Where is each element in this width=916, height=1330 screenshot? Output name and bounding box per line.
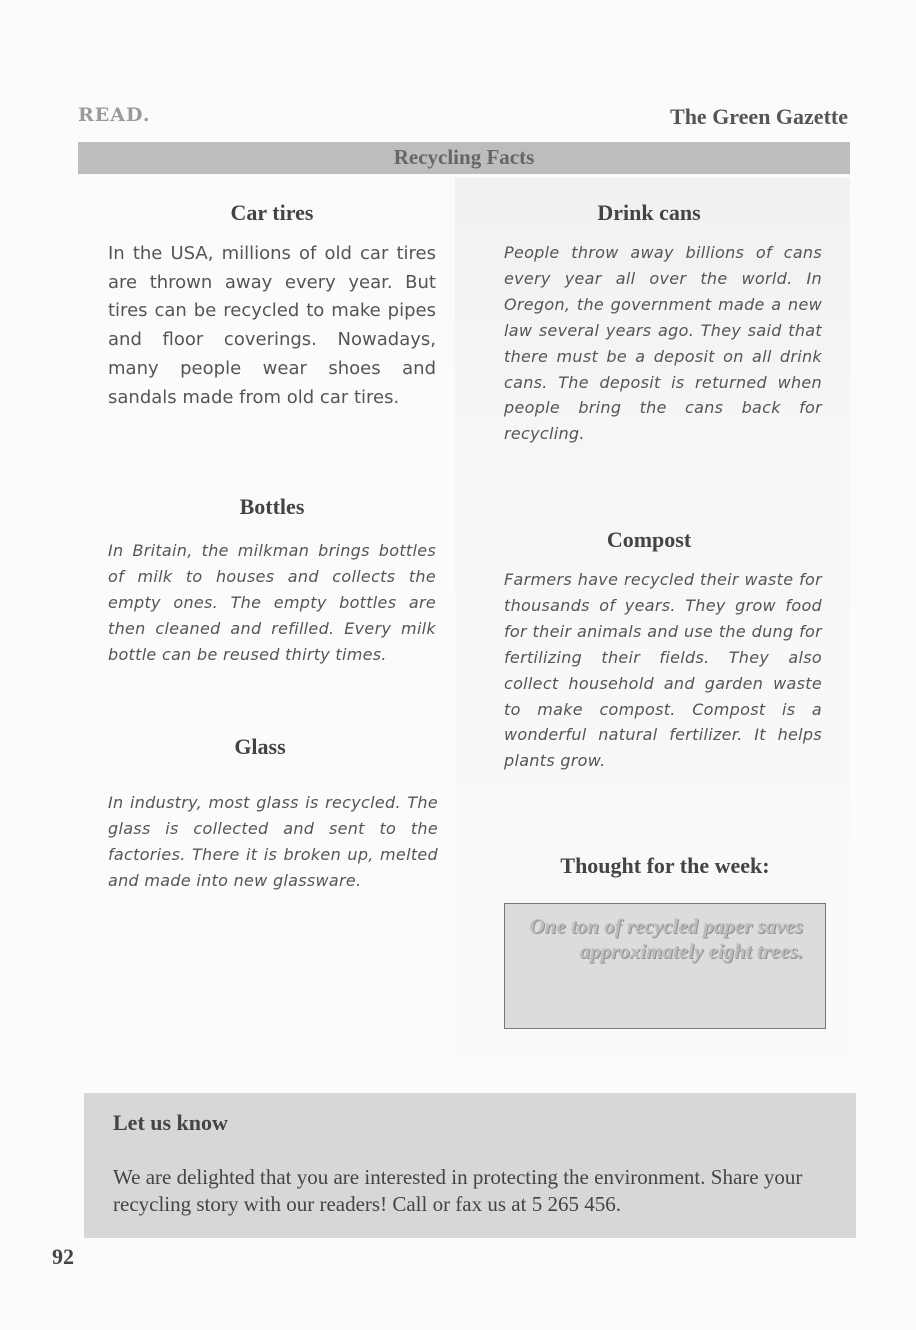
newspaper-title: The Green Gazette [670,104,848,129]
let-us-know-box [84,1093,856,1238]
glass-heading: Glass [234,734,286,759]
car-tires-heading: Car tires [230,200,314,225]
thought-quote-box [504,903,826,1029]
compost-heading: Compost [606,527,692,552]
drink-cans-text: People throw away billions of cans every year all over the world. In Oregon, the government made a new law several years ago. They said that there must be a deposit on all drink cans. The deposit is returned when people bring the cans back for recycling. [504,243,822,444]
banner-title: Recycling Facts [393,145,535,169]
section-label: READ. [78,104,151,126]
compost-text: Farmers have recycled their waste for thousands of years. They grow food for their animals and use the dung for fertilizing their fields. They also collect household and garden waste to make compost. Compost is a wonderful natural fertilizer. It helps plants grow. [504,570,822,771]
page-number: 92 [52,1244,74,1269]
banner [78,142,850,174]
bottles-text: In Britain, the milkman brings bottles of milk to houses and collects the empty ones. The empty bottles are then cleaned and refilled. Every milk bottle can be reused thirty times. [108,541,436,664]
bottles-heading: Bottles [239,494,305,519]
drink-cans-heading: Drink cans [597,200,701,225]
glass-text: In industry, most glass is recycled. The glass is collected and sent to the factories. There it is broken up, melted and made into new glassware. [108,793,438,890]
thought-quote: One ton of recycled paper saves approximately eight trees. [529,914,803,963]
car-tires-text: In the USA, millions of old car tires are thrown away every year. But tires can be recycled to make pipes and floor coverings. Nowadays, many people wear shoes and sandals made from old car tires. [108,243,436,408]
let-us-know-text: We are delighted that you are interested in protecting the environment. Share your recycling story with our readers! Call or fax us at 5 265 456. [113,1165,803,1216]
thought-heading: Thought for the week: [560,853,770,878]
let-us-know-title: Let us know [113,1110,228,1135]
